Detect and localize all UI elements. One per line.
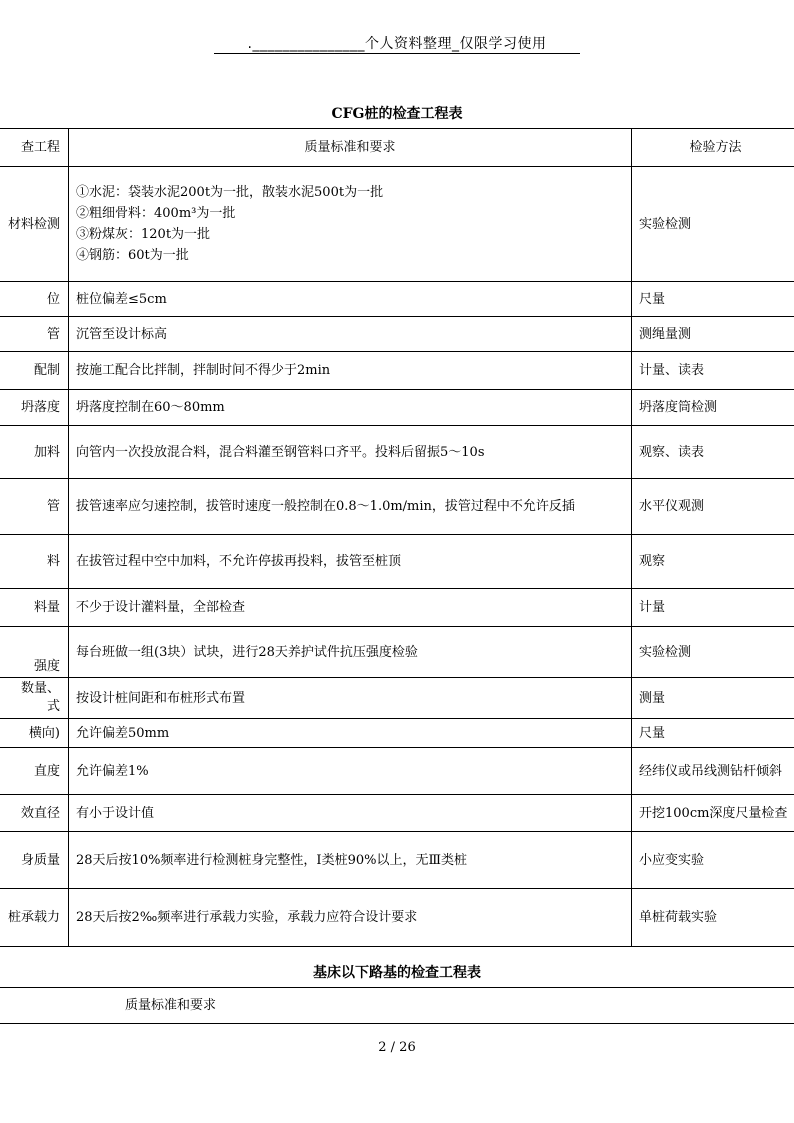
page-header <box>0 33 794 53</box>
inspection-item <box>0 535 69 589</box>
header-underscores: ._______________ <box>247 36 365 52</box>
inspection-method: 实验检测 <box>632 167 794 282</box>
inspection-item <box>0 748 69 795</box>
quality-standard <box>69 832 632 889</box>
table-row <box>0 317 794 352</box>
quality-standard <box>69 748 632 795</box>
col-header-blank <box>631 988 794 1024</box>
quality-standard <box>69 889 632 947</box>
inspection-item-line: 式 <box>46 699 60 714</box>
table-row <box>0 678 794 719</box>
inspection-item-line: 管 <box>46 499 60 514</box>
table-row <box>0 589 794 627</box>
quality-standard <box>69 627 632 678</box>
inspection-item <box>0 352 69 390</box>
table-row <box>0 167 794 282</box>
standard-line: 有小于设计值 <box>76 805 155 821</box>
inspection-method: 开挖100cm深度尺量检查 <box>632 795 794 832</box>
inspection-item <box>0 889 69 947</box>
table-row <box>0 282 794 317</box>
inspection-item <box>0 317 69 352</box>
inspection-method: 单桩荷载实验 <box>632 889 794 947</box>
inspection-item-line: 身质量 <box>20 852 60 868</box>
inspection-method: 测量 <box>632 678 794 719</box>
inspection-item <box>0 832 69 889</box>
inspection-method: 尺量 <box>632 719 794 748</box>
quality-standard <box>69 479 632 535</box>
quality-standard <box>69 589 632 627</box>
inspection-item-line: 料量 <box>33 600 60 615</box>
inspection-item <box>0 678 69 719</box>
standard-line: ④钢筋：60t为一批 <box>76 248 189 263</box>
table-row <box>0 795 794 832</box>
standard-line: 允许偏差1% <box>76 763 149 779</box>
standard-line: 允许偏差50mm <box>76 725 170 741</box>
standard-line: ③粉煤灰：120t为一批 <box>76 227 211 242</box>
inspection-method: 经纬仪或吊线测钻杆倾斜 <box>632 748 794 795</box>
inspection-method: 观察 <box>632 535 794 589</box>
inspection-item-line: 坍落度 <box>20 400 60 415</box>
quality-standard <box>69 719 632 748</box>
inspection-item <box>0 627 69 678</box>
inspection-item <box>0 719 69 748</box>
quality-standard <box>69 352 632 390</box>
inspection-item <box>0 795 69 832</box>
table-header-row <box>0 129 794 167</box>
standard-line: 沉管至设计标高 <box>76 326 168 342</box>
standard-line: 向管内一次投放混合料，混合料灌至钢管料口齐平。投料后留振5～10s <box>76 444 485 460</box>
inspection-item-line: 桩承载力 <box>7 910 60 925</box>
inspection-item <box>0 390 69 426</box>
inspection-item-line: 位 <box>46 291 60 307</box>
header-text: 个人资料整理_仅限学习使用 <box>364 36 547 52</box>
quality-standard <box>69 678 632 719</box>
table-row <box>0 535 794 589</box>
standard-line: 每台班做一组(3块）试块，进行28天养护试件抗压强度检验 <box>76 644 418 660</box>
cfg-inspection-table <box>0 128 794 947</box>
inspection-item-line: 管 <box>46 326 60 342</box>
inspection-item-line: 加料 <box>33 444 60 460</box>
inspection-item-line: 效直径 <box>20 805 60 821</box>
table-row <box>0 832 794 889</box>
page-number: 2 / 26 <box>378 1040 416 1055</box>
standard-line: 28天后按2‰频率进行承载力实验，承载力应符合设计要求 <box>76 910 418 925</box>
table-row <box>0 479 794 535</box>
standard-line: 按设计桩间距和布桩形式布置 <box>76 690 246 706</box>
standard-line: 按施工配合比拌制，拌制时间不得少于2min <box>76 363 331 378</box>
quality-standard <box>69 167 632 282</box>
standard-line: 拔管速率应匀速控制，拔管时速度一般控制在0.8～1.0m/min，拔管过程中不允许反插 <box>76 499 575 514</box>
inspection-item <box>0 426 69 479</box>
inspection-method: 计量、读表 <box>632 352 794 390</box>
inspection-item-line: 数量、 <box>20 681 60 696</box>
col-header-item: 查工程 <box>0 129 69 167</box>
col-header-standard: 质量标准和要求 <box>69 129 632 167</box>
quality-standard <box>69 426 632 479</box>
standard-line: 28天后按10%频率进行检测桩身完整性，I类桩90%以上，无Ⅲ类桩 <box>76 852 468 868</box>
inspection-item <box>0 479 69 535</box>
inspection-method: 坍落度筒检测 <box>632 390 794 426</box>
quality-standard <box>69 317 632 352</box>
inspection-method: 尺量 <box>632 282 794 317</box>
inspection-method: 实验检测 <box>632 627 794 678</box>
inspection-method: 观察、读表 <box>632 426 794 479</box>
table-row <box>0 719 794 748</box>
table-row <box>0 352 794 390</box>
table-row <box>0 748 794 795</box>
col-header-standard: 质量标准和要求 <box>68 988 631 1024</box>
quality-standard <box>69 282 632 317</box>
inspection-method: 水平仪观测 <box>632 479 794 535</box>
quality-standard <box>69 795 632 832</box>
header-rule <box>214 53 580 54</box>
table-header-row <box>0 988 794 1024</box>
col-header-method: 检验方法 <box>632 129 794 167</box>
standard-line: ②粗细骨料：400m³为一批 <box>76 206 236 221</box>
inspection-item-line: 强度 <box>33 659 60 674</box>
standard-line: 不少于设计灌料量，全部检查 <box>76 600 246 615</box>
inspection-item-line: 横向) <box>28 725 60 741</box>
table1-title: CFG桩的检查工程表 <box>331 106 463 122</box>
inspection-item-line: 材料检测 <box>7 216 60 232</box>
inspection-item <box>0 282 69 317</box>
inspection-method: 计量 <box>632 589 794 627</box>
standard-line: ①水泥：袋装水泥200t为一批，散装水泥500t为一批 <box>76 185 384 200</box>
quality-standard <box>69 390 632 426</box>
inspection-method: 测绳量测 <box>632 317 794 352</box>
standard-line: 在拔管过程中空中加料，不允许停拔再投料，拔管至桩顶 <box>76 554 402 569</box>
table2-title: 基床以下路基的检查工程表 <box>313 965 481 981</box>
inspection-method: 小应变实验 <box>632 832 794 889</box>
inspection-item-line: 直度 <box>33 763 60 779</box>
table-row <box>0 390 794 426</box>
standard-line: 坍落度控制在60～80mm <box>76 400 225 415</box>
inspection-item-line: 配制 <box>33 363 60 378</box>
subgrade-inspection-table <box>0 987 794 1024</box>
standard-line: 桩位偏差≤5cm <box>76 291 167 307</box>
table-row <box>0 426 794 479</box>
col-header-blank <box>0 988 68 1024</box>
inspection-item-line: 料 <box>46 554 60 569</box>
inspection-item <box>0 589 69 627</box>
quality-standard <box>69 535 632 589</box>
table-row <box>0 627 794 678</box>
inspection-item <box>0 167 69 282</box>
table-row <box>0 889 794 947</box>
